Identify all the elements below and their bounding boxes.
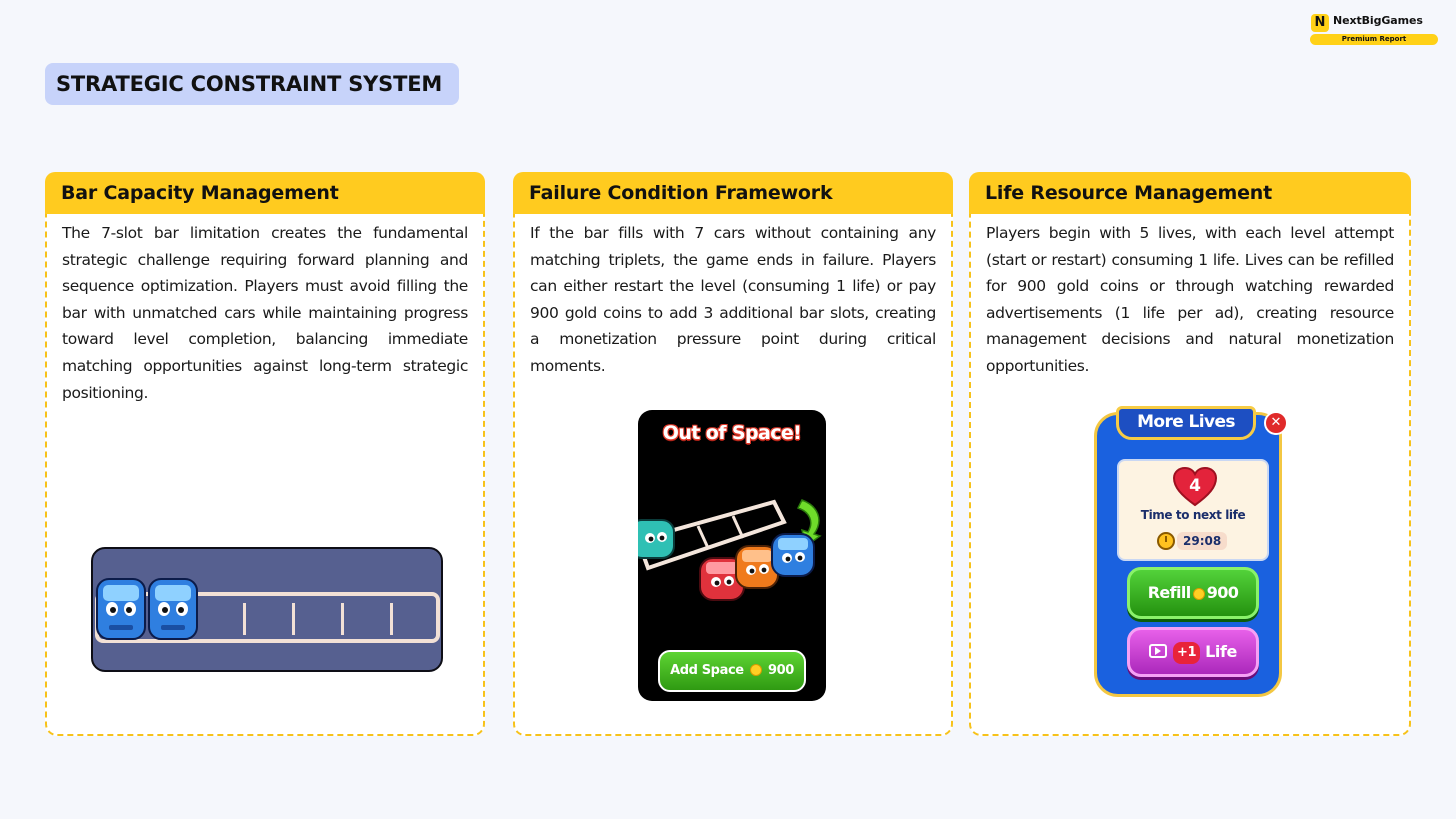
timer-value: 29:08: [1177, 532, 1227, 550]
slot-divider: [698, 526, 708, 548]
timer-row: [1157, 530, 1227, 550]
time-to-next-life-label: Time to next life: [1140, 508, 1246, 522]
brand-name: NextBigGames: [1333, 14, 1423, 27]
refill-label: Refill: [1147, 583, 1191, 602]
parking-bar-illustration: [91, 547, 443, 672]
out-of-space-screen: [638, 410, 826, 701]
more-lives-panel: [1094, 412, 1282, 697]
add-space-label: Add Space: [670, 663, 744, 678]
slot-divider: [243, 603, 246, 635]
add-space-button[interactable]: [658, 650, 806, 692]
blue-car-icon: [149, 579, 197, 639]
slot-divider: [292, 603, 295, 635]
nextbiggames-logo-icon: N: [1311, 14, 1329, 32]
more-lives-title: More Lives: [1116, 406, 1256, 440]
blue-car-icon: [97, 579, 145, 639]
page-title: STRATEGIC CONSTRAINT SYSTEM: [45, 63, 459, 105]
watch-ad-life-button[interactable]: [1127, 627, 1259, 677]
slot-divider: [390, 603, 393, 635]
heart-icon: [1173, 467, 1217, 507]
card-body-text: If the bar fills with 7 cars without containing any matching triplets, the game ends in failure. Players can either restart the level (consuming 1 life) or pay 900 gold coins to add 3 additional bar slots, creating a monetization pressure point during critical moments.: [530, 224, 936, 375]
out-of-space-title: Out of Space!: [662, 422, 802, 444]
lives-info-box: [1117, 459, 1269, 561]
card-title: Bar Capacity Management: [45, 172, 485, 214]
life-label: Life: [1205, 642, 1238, 661]
add-space-cost: 900: [767, 663, 794, 678]
premium-report-badge: Premium Report: [1310, 34, 1438, 45]
refill-cost: 900: [1206, 583, 1239, 602]
gold-coin-icon: [1193, 588, 1205, 600]
card-body-text: Players begin with 5 lives, with each level attempt (start or restart) consuming 1 life. Lives can be refilled for 900 gold coins or through watching rewarded advertisements (1 life per ad), creating resource management decisions and natural monetization opportunities.: [986, 224, 1394, 375]
lives-count: 4: [1189, 476, 1201, 496]
teal-car-icon: [638, 520, 674, 558]
plus-one-heart-icon: +1: [1173, 642, 1200, 664]
slot-divider: [341, 603, 344, 635]
brand-block: [1308, 12, 1438, 46]
card-life-resource: [969, 172, 1411, 736]
card-failure-condition: [513, 172, 953, 736]
video-ad-icon: [1149, 644, 1167, 658]
card-title: Life Resource Management: [969, 172, 1411, 214]
slot-divider: [733, 516, 743, 538]
card-bar-capacity: [45, 172, 485, 736]
refill-button[interactable]: [1127, 567, 1259, 619]
blue-car-icon: [772, 534, 814, 576]
card-title: Failure Condition Framework: [513, 172, 953, 214]
gold-coin-icon: [750, 664, 762, 676]
more-lives-dialog: [1092, 406, 1288, 701]
stopwatch-icon: [1157, 532, 1175, 550]
close-icon[interactable]: ✕: [1264, 411, 1288, 435]
card-body-text: The 7-slot bar limitation creates the fundamental strategic challenge requiring forward planning and sequence optimization. Players must avoid filling the bar with unmatched cars while maintaining progress toward level completion, balancing immediate matching opportunities against long-term strategic positioning.: [62, 224, 468, 402]
